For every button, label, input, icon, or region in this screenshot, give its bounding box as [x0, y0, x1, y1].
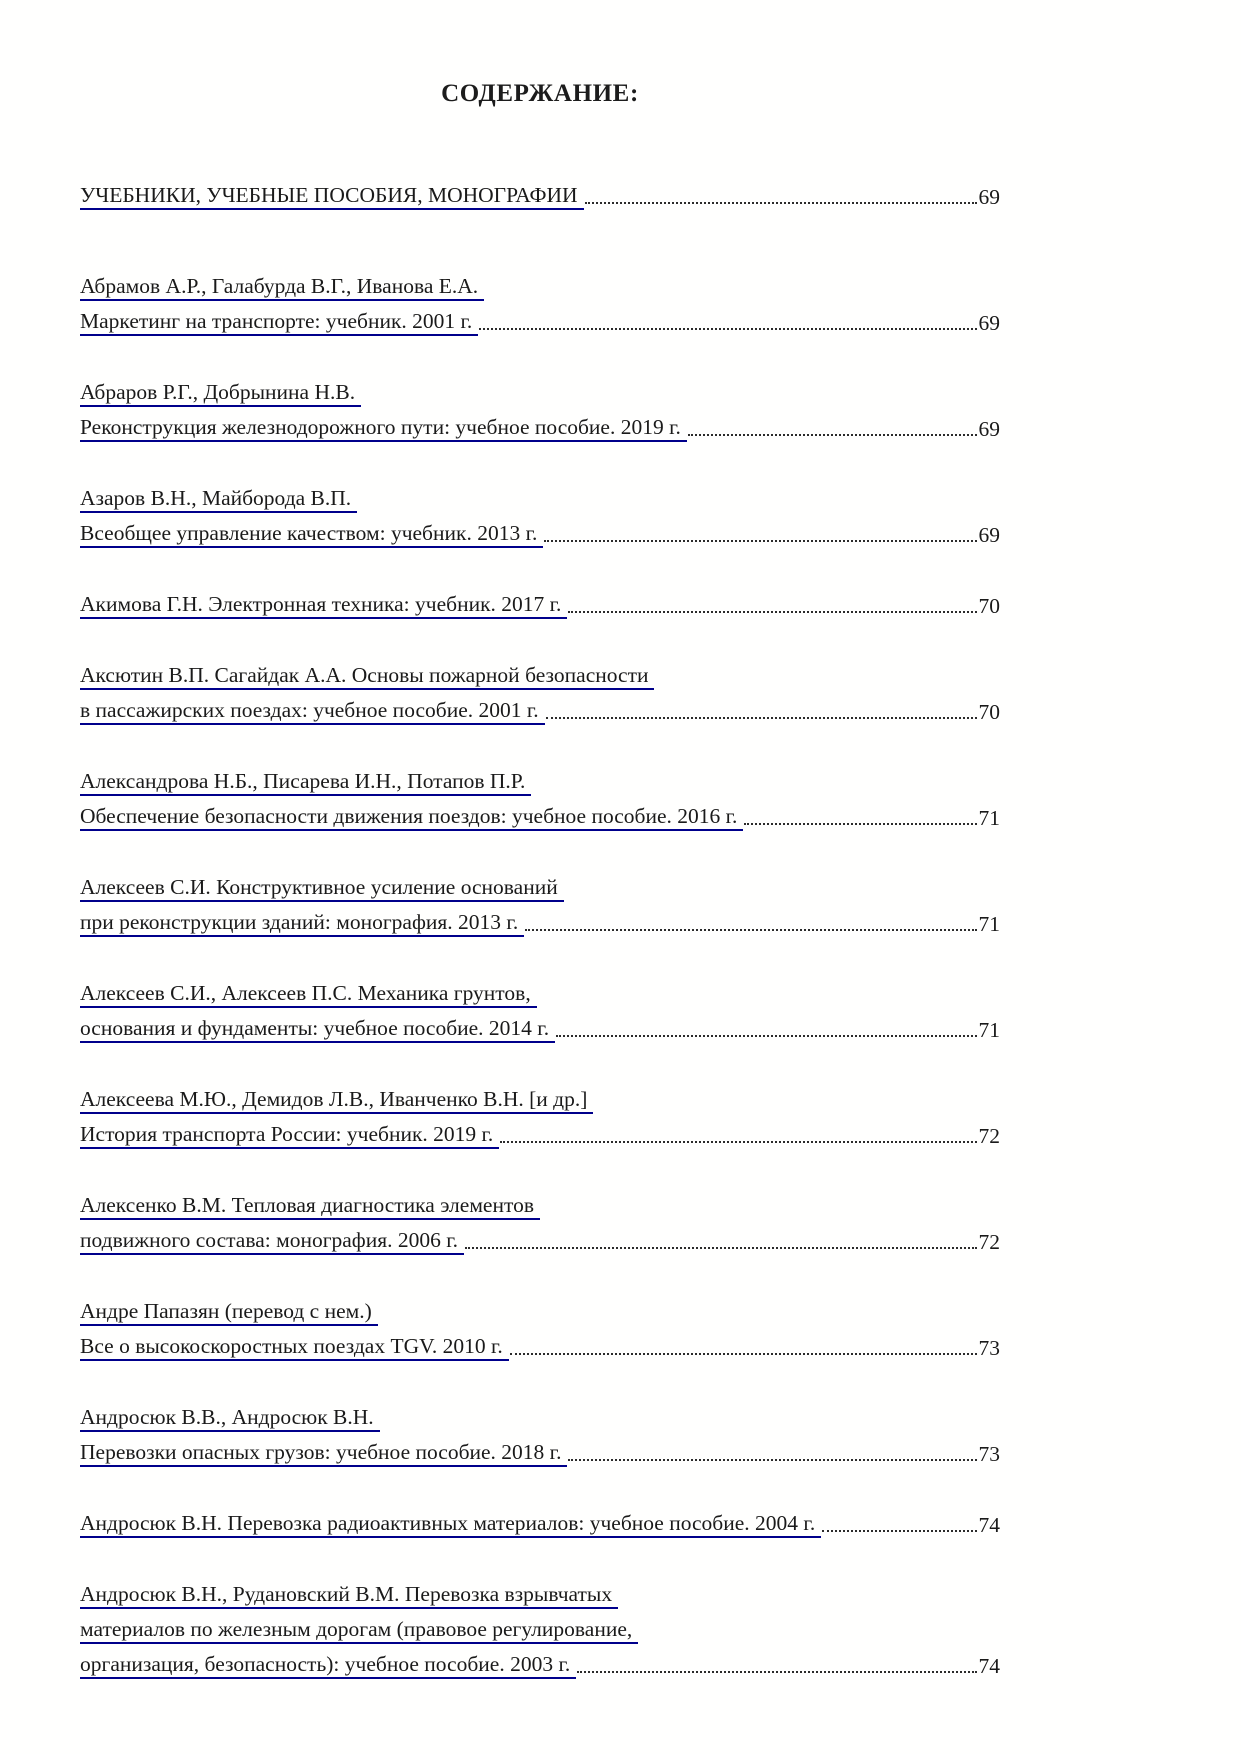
toc-line	[80, 372, 1000, 407]
toc-line	[80, 902, 1000, 937]
page-number: 72	[978, 1124, 1000, 1148]
toc-link[interactable]: организация, безопасность): учебное пособие. 2003 г.	[80, 1652, 576, 1679]
toc-line	[80, 1185, 1000, 1220]
toc-link[interactable]: в пассажирских поездах: учебное пособие. 2001 г.	[80, 698, 545, 725]
toc-entry	[80, 478, 1000, 548]
page-title: СОДЕРЖАНИЕ:	[441, 80, 639, 107]
toc-line	[80, 761, 1000, 796]
toc-link[interactable]: Андросюк В.Н. Перевозка радиоактивных материалов: учебное пособие. 2004 г.	[80, 1511, 821, 1538]
toc-link[interactable]: Перевозки опасных грузов: учебное пособие. 2018 г.	[80, 1440, 567, 1467]
toc-entry	[80, 1185, 1000, 1255]
toc-link[interactable]: при реконструкции зданий: монография. 2013 г.	[80, 910, 524, 937]
toc-entry	[80, 372, 1000, 442]
toc-link[interactable]: Андросюк В.Н., Рудановский В.М. Перевозка взрывчатых	[80, 1582, 618, 1609]
dot-leader	[577, 1671, 976, 1673]
dot-leader	[568, 1459, 976, 1461]
page-number: 70	[978, 594, 1000, 618]
toc-link[interactable]: Александрова Н.Б., Писарева И.Н., Потапов П.Р.	[80, 769, 531, 796]
toc-line	[80, 1432, 1000, 1467]
dot-leader	[556, 1035, 976, 1037]
dot-leader	[546, 717, 977, 719]
dot-leader	[544, 540, 976, 542]
toc-entry	[80, 655, 1000, 725]
dot-leader	[510, 1353, 977, 1355]
toc-link[interactable]: основания и фундаменты: учебное пособие. 2014 г.	[80, 1016, 555, 1043]
toc-link[interactable]: Алексенко В.М. Тепловая диагностика элементов	[80, 1193, 540, 1220]
toc-line	[80, 266, 1000, 301]
toc-link[interactable]: Всеобщее управление качеством: учебник. 2013 г.	[80, 521, 543, 548]
toc-link[interactable]: Все о высокоскоростных поездах TGV. 2010 г.	[80, 1334, 509, 1361]
toc-line	[80, 513, 1000, 548]
page-number: 74	[978, 1654, 1000, 1678]
toc-entry	[80, 973, 1000, 1043]
toc-line	[80, 407, 1000, 442]
toc-link[interactable]: Обеспечение безопасности движения поездов: учебное пособие. 2016 г.	[80, 804, 743, 831]
toc-link[interactable]: Аксютин В.П. Сагайдак А.А. Основы пожарной безопасности	[80, 663, 654, 690]
dot-leader	[479, 328, 976, 330]
toc-link[interactable]: Реконструкция железнодорожного пути: учебное пособие. 2019 г.	[80, 415, 687, 442]
toc-entries	[80, 266, 1000, 1679]
toc-line	[80, 690, 1000, 725]
dot-leader	[585, 202, 977, 204]
toc-link[interactable]: История транспорта России: учебник. 2019 г.	[80, 1122, 499, 1149]
toc-line	[80, 1609, 1000, 1644]
page-number: 70	[978, 700, 1000, 724]
toc-line	[80, 1574, 1000, 1609]
dot-leader	[568, 611, 976, 613]
toc-line	[80, 301, 1000, 336]
dot-leader	[465, 1247, 976, 1249]
toc-line	[80, 973, 1000, 1008]
toc-link[interactable]: Азаров В.Н., Майборода В.П.	[80, 486, 357, 513]
dot-leader	[744, 823, 976, 825]
toc-line	[80, 1079, 1000, 1114]
toc-link[interactable]: Абраров Р.Г., Добрынина Н.В.	[80, 380, 361, 407]
page-number: 71	[978, 1018, 1000, 1042]
toc-entry	[80, 1079, 1000, 1149]
toc-link[interactable]: Абрамов А.Р., Галабурда В.Г., Иванова Е.А.	[80, 274, 484, 301]
dot-leader	[822, 1530, 976, 1532]
toc-entry	[80, 1574, 1000, 1679]
page-number: 71	[978, 806, 1000, 830]
toc-line	[80, 1397, 1000, 1432]
page-number: 69	[978, 185, 1000, 209]
toc-line	[80, 796, 1000, 831]
dot-leader	[525, 929, 976, 931]
toc-link[interactable]: Акимова Г.Н. Электронная техника: учебник. 2017 г.	[80, 592, 567, 619]
toc-link[interactable]: Алексеева М.Ю., Демидов Л.В., Иванченко В.Н. [и др.]	[80, 1087, 593, 1114]
toc-link[interactable]: Алексеев С.И. Конструктивное усиление оснований	[80, 875, 564, 902]
page-number: 74	[978, 1513, 1000, 1537]
toc-line	[80, 867, 1000, 902]
toc-entry	[80, 761, 1000, 831]
page-number: 69	[978, 523, 1000, 547]
toc-entry	[80, 867, 1000, 937]
section-heading-link[interactable]: УЧЕБНИКИ, УЧЕБНЫЕ ПОСОБИЯ, МОНОГРАФИИ	[80, 183, 584, 210]
toc-line	[80, 1008, 1000, 1043]
toc-line	[80, 478, 1000, 513]
toc-link[interactable]: Андре Папазян (перевод с нем.)	[80, 1299, 378, 1326]
page-number: 73	[978, 1336, 1000, 1360]
toc-line	[80, 1326, 1000, 1361]
page-number: 69	[978, 311, 1000, 335]
section-heading-block	[80, 175, 1000, 210]
dot-leader	[688, 434, 977, 436]
page-number: 73	[978, 1442, 1000, 1466]
toc-link[interactable]: Алексеев С.И., Алексеев П.С. Механика грунтов,	[80, 981, 537, 1008]
page-number: 72	[978, 1230, 1000, 1254]
toc-line	[80, 584, 1000, 619]
toc-line	[80, 175, 1000, 210]
toc-link[interactable]: Маркетинг на транспорте: учебник. 2001 г.	[80, 309, 478, 336]
toc-entry	[80, 266, 1000, 336]
toc-entry	[80, 1291, 1000, 1361]
toc-line	[80, 1220, 1000, 1255]
toc-entry	[80, 1503, 1000, 1538]
dot-leader	[500, 1141, 976, 1143]
toc-link[interactable]: подвижного состава: монография. 2006 г.	[80, 1228, 464, 1255]
toc-line	[80, 1644, 1000, 1679]
page-number: 69	[978, 417, 1000, 441]
toc-entry	[80, 1397, 1000, 1467]
toc-line	[80, 1114, 1000, 1149]
toc-line	[80, 1291, 1000, 1326]
toc-line	[80, 655, 1000, 690]
toc-link[interactable]: материалов по железным дорогам (правовое регулирование,	[80, 1617, 638, 1644]
toc-content	[80, 0, 1000, 1679]
toc-line	[80, 1503, 1000, 1538]
toc-link[interactable]: Андросюк В.В., Андросюк В.Н.	[80, 1405, 380, 1432]
toc-entry	[80, 584, 1000, 619]
page-number: 71	[978, 912, 1000, 936]
